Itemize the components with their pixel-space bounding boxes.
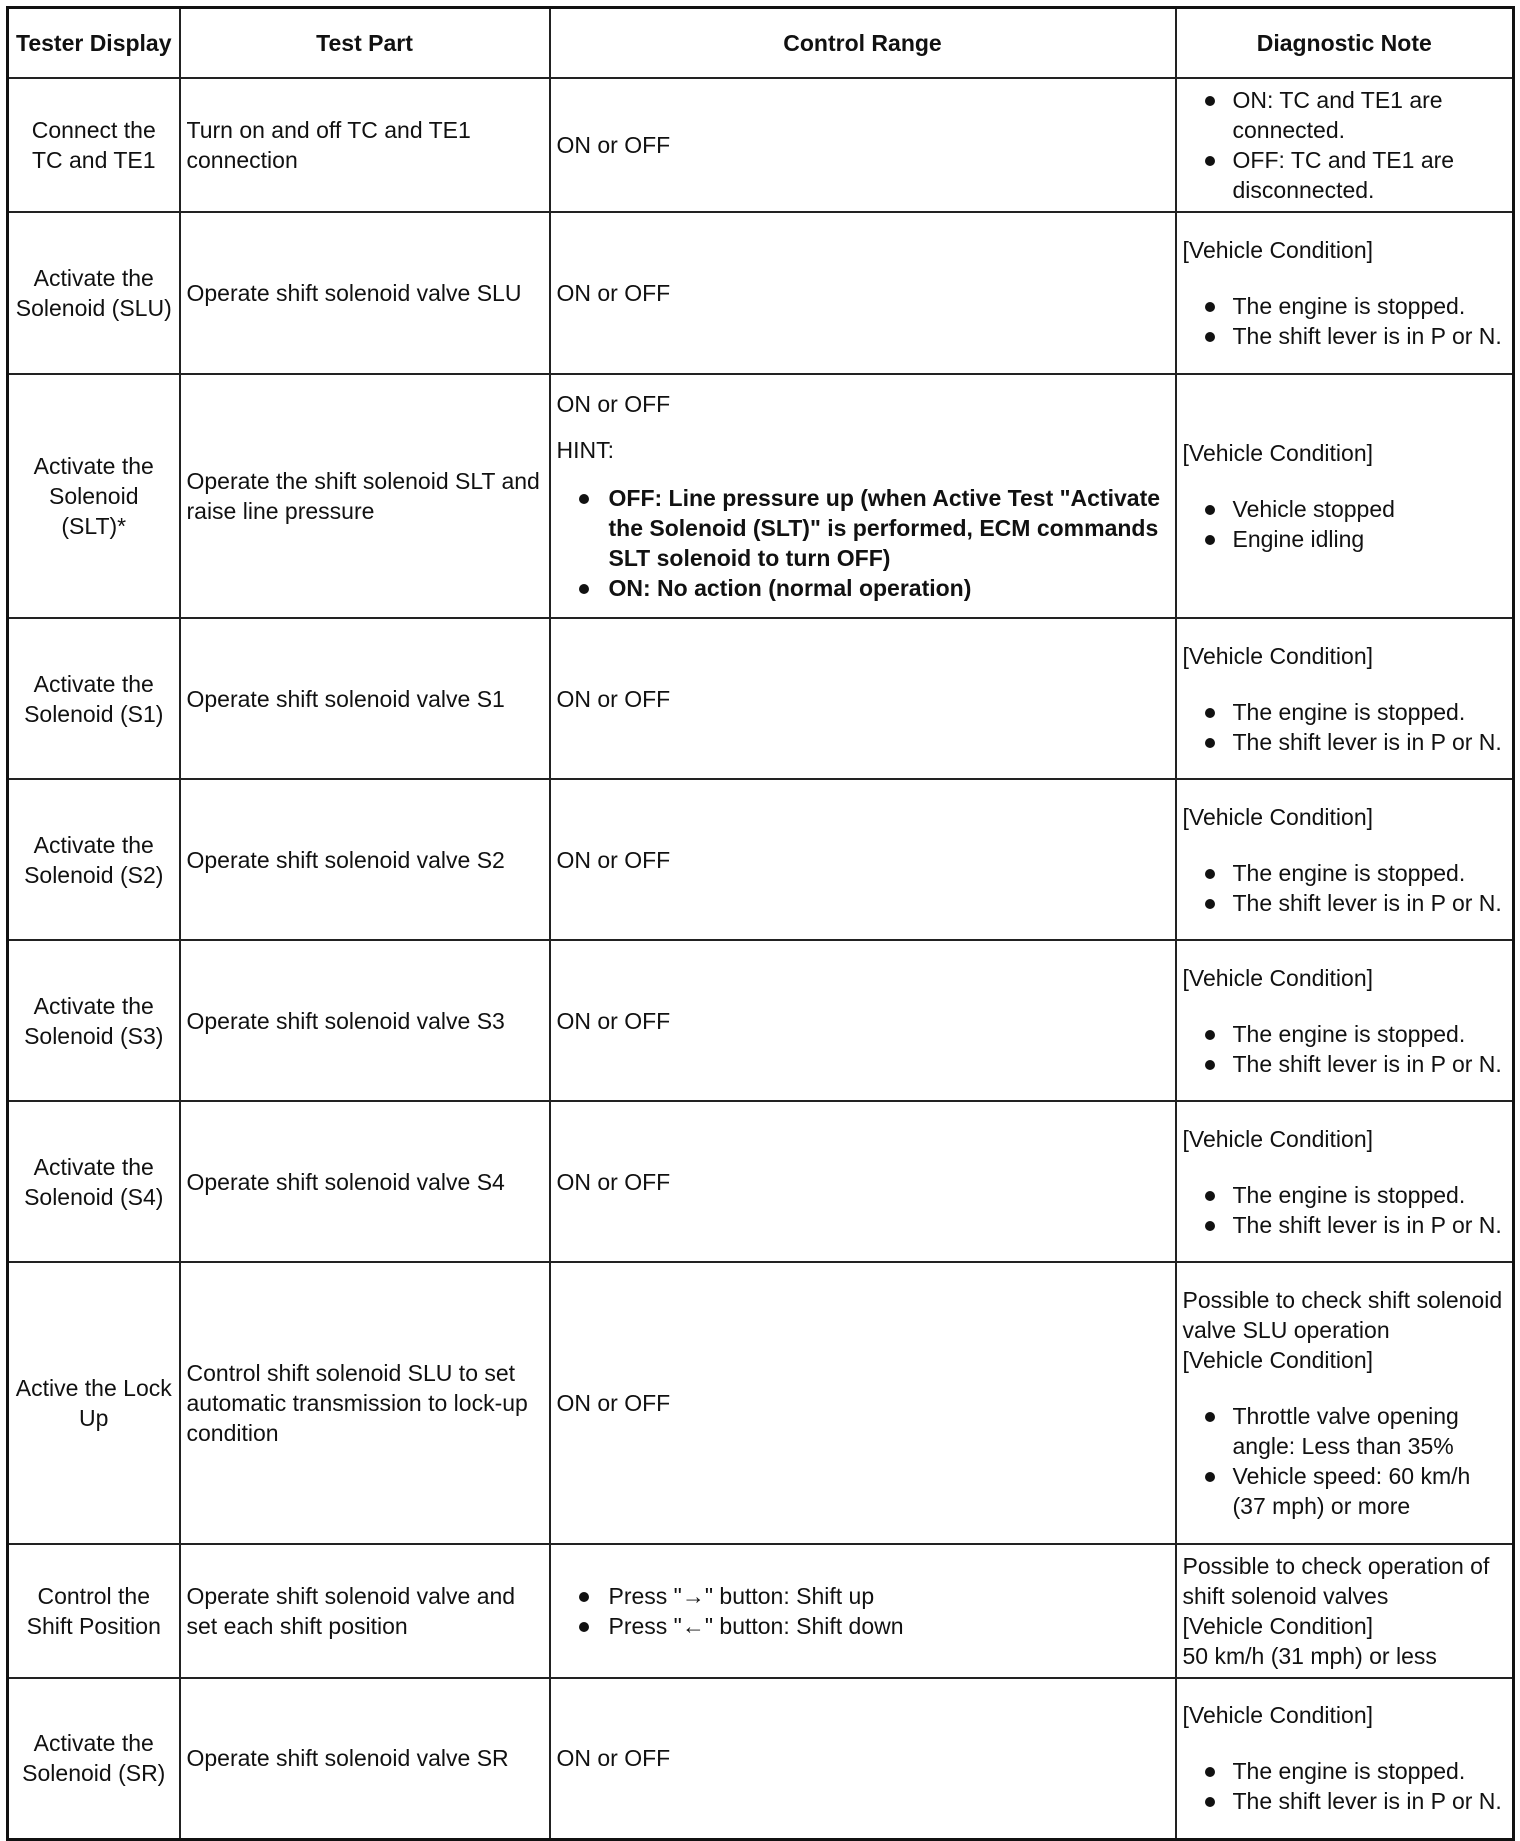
- vehicle-condition-heading: [Vehicle Condition]: [1182, 803, 1374, 830]
- note-list: [1183, 1756, 1507, 1816]
- table-row: [8, 779, 1514, 940]
- test-part-cell: Operate shift solenoid valve SR: [180, 1678, 550, 1839]
- hint-label: HINT:: [556, 437, 614, 463]
- diagnostic-note-cell: [1176, 78, 1514, 212]
- diagnostic-note-cell: [1176, 940, 1514, 1101]
- diagnostic-note-cell: [1176, 1101, 1514, 1262]
- tester-display-cell: Activate the Solenoid (S2): [8, 779, 180, 940]
- header-row: [8, 8, 1514, 79]
- header-tester-display: Tester Display: [8, 8, 180, 79]
- vehicle-condition-heading: [Vehicle Condition]: [1182, 1347, 1374, 1373]
- note-item: The shift lever is in P or N.: [1183, 1049, 1507, 1079]
- header-diagnostic-note: Diagnostic Note: [1176, 8, 1514, 79]
- table-row: [8, 1262, 1514, 1544]
- note-item: The shift lever is in P or N.: [1183, 1786, 1507, 1816]
- note-item: The engine is stopped.: [1183, 1756, 1507, 1786]
- table-row: [8, 1678, 1514, 1839]
- note-item: Vehicle speed: 60 km/h (37 mph) or more: [1183, 1461, 1507, 1521]
- test-part-cell: Control shift solenoid SLU to set automatic transmission to lock-up condition: [180, 1262, 550, 1544]
- note-list: [1183, 1019, 1507, 1079]
- vehicle-condition-heading: [Vehicle Condition]: [1182, 1613, 1374, 1639]
- control-range-item: Press "←" button: Shift down: [557, 1611, 1169, 1641]
- tester-display-cell: Active the Lock Up: [8, 1262, 180, 1544]
- control-range-value: ON or OFF: [556, 391, 671, 417]
- control-range-cell: ON or OFF: [550, 618, 1176, 779]
- note-item: The engine is stopped.: [1183, 697, 1507, 727]
- diagnostic-note-intro: Possible to check shift solenoid valve SLU operation: [1182, 1287, 1503, 1343]
- vehicle-condition-value: 50 km/h (31 mph) or less: [1182, 1643, 1437, 1669]
- spacer: [1183, 1375, 1507, 1401]
- diagnostic-note-cell: [1176, 1544, 1514, 1678]
- test-part-cell: Turn on and off TC and TE1 connection: [180, 78, 550, 212]
- control-range-cell: ON or OFF: [550, 1101, 1176, 1262]
- test-part-cell: Operate shift solenoid valve S1: [180, 618, 550, 779]
- table-row: [8, 618, 1514, 779]
- vehicle-condition-heading: [Vehicle Condition]: [1182, 642, 1374, 669]
- test-part-cell: Operate shift solenoid valve and set each shift position: [180, 1544, 550, 1678]
- table-row: [8, 78, 1514, 212]
- note-item: OFF: TC and TE1 are disconnected.: [1183, 145, 1507, 205]
- note-item: The shift lever is in P or N.: [1183, 727, 1507, 757]
- active-test-table: [6, 6, 1515, 1841]
- tester-display-cell: Activate the Solenoid (S3): [8, 940, 180, 1101]
- vehicle-condition-heading: [Vehicle Condition]: [1182, 440, 1374, 466]
- note-item: Vehicle stopped: [1183, 494, 1507, 524]
- note-list: [1183, 291, 1507, 351]
- control-range-cell: [550, 1544, 1176, 1678]
- spacer: [1183, 671, 1507, 697]
- note-list: [1183, 697, 1507, 757]
- note-item: Engine idling: [1183, 524, 1507, 554]
- control-range-cell: [550, 374, 1176, 618]
- diagnostic-note-cell: [1176, 779, 1514, 940]
- active-test-sheet: [6, 6, 1515, 1841]
- spacer: [1183, 468, 1507, 494]
- hint-item: ON: No action (normal operation): [557, 573, 1169, 603]
- table-row: [8, 1101, 1514, 1262]
- spacer: [1183, 832, 1507, 858]
- note-item: The engine is stopped.: [1183, 1180, 1507, 1210]
- header-control-range: Control Range: [550, 8, 1176, 79]
- hint-item: OFF: Line pressure up (when Active Test "Activate the Solenoid (SLT)" is performed, ECM commands SLT solenoid to turn OFF): [557, 483, 1169, 573]
- vehicle-condition-heading: [Vehicle Condition]: [1182, 1702, 1374, 1729]
- note-item: Throttle valve opening angle: Less than 35%: [1183, 1401, 1507, 1461]
- tester-display-cell: Connect the TC and TE1: [8, 78, 180, 212]
- test-part-cell: Operate shift solenoid valve S3: [180, 940, 550, 1101]
- test-part-cell: Operate the shift solenoid SLT and raise line pressure: [180, 374, 550, 618]
- diagnostic-note-cell: [1176, 618, 1514, 779]
- test-part-cell: Operate shift solenoid valve SLU: [180, 212, 550, 374]
- hint-list: [557, 483, 1169, 603]
- note-item: The engine is stopped.: [1183, 858, 1507, 888]
- vehicle-condition-heading: [Vehicle Condition]: [1182, 1125, 1374, 1152]
- tester-display-cell: Control the Shift Position: [8, 1544, 180, 1678]
- spacer: [1183, 993, 1507, 1019]
- note-item: The shift lever is in P or N.: [1183, 888, 1507, 918]
- spacer: [1183, 265, 1507, 291]
- note-list: [1183, 1180, 1507, 1240]
- control-range-cell: ON or OFF: [550, 1678, 1176, 1839]
- test-part-cell: Operate shift solenoid valve S2: [180, 779, 550, 940]
- control-range-cell: ON or OFF: [550, 940, 1176, 1101]
- note-list: [1183, 494, 1507, 554]
- test-part-cell: Operate shift solenoid valve S4: [180, 1101, 550, 1262]
- note-item: The shift lever is in P or N.: [1183, 321, 1507, 351]
- note-list: [1183, 858, 1507, 918]
- tester-display-cell: Activate the Solenoid (S4): [8, 1101, 180, 1262]
- note-item: The engine is stopped.: [1183, 1019, 1507, 1049]
- table-row: [8, 374, 1514, 618]
- note-list: [1183, 1401, 1507, 1521]
- control-range-item: Press "→" button: Shift up: [557, 1581, 1169, 1611]
- spacer: [1183, 1154, 1507, 1180]
- diagnostic-note-cell: [1176, 1262, 1514, 1544]
- diagnostic-note-intro: Possible to check operation of shift solenoid valves: [1182, 1553, 1490, 1609]
- tester-display-cell: Activate the Solenoid (SLU): [8, 212, 180, 374]
- header-test-part: Test Part: [180, 8, 550, 79]
- note-list: [1183, 85, 1507, 205]
- vehicle-condition-heading: [Vehicle Condition]: [1182, 964, 1374, 991]
- table-row: [8, 940, 1514, 1101]
- diagnostic-note-cell: [1176, 1678, 1514, 1839]
- table-row: [8, 212, 1514, 374]
- note-item: The shift lever is in P or N.: [1183, 1210, 1507, 1240]
- tester-display-cell: Activate the Solenoid (S1): [8, 618, 180, 779]
- note-item: The engine is stopped.: [1183, 291, 1507, 321]
- diagnostic-note-cell: [1176, 374, 1514, 618]
- control-range-cell: ON or OFF: [550, 779, 1176, 940]
- table-row: [8, 1544, 1514, 1678]
- vehicle-condition-heading: [Vehicle Condition]: [1182, 237, 1374, 263]
- tester-display-cell: Activate the Solenoid (SR): [8, 1678, 180, 1839]
- control-range-cell: ON or OFF: [550, 1262, 1176, 1544]
- control-range-list: [557, 1581, 1169, 1641]
- diagnostic-note-cell: [1176, 212, 1514, 374]
- control-range-cell: ON or OFF: [550, 212, 1176, 374]
- tester-display-cell: Activate the Solenoid (SLT)*: [8, 374, 180, 618]
- control-range-cell: ON or OFF: [550, 78, 1176, 212]
- note-item: ON: TC and TE1 are connected.: [1183, 85, 1507, 145]
- spacer: [1183, 1730, 1507, 1756]
